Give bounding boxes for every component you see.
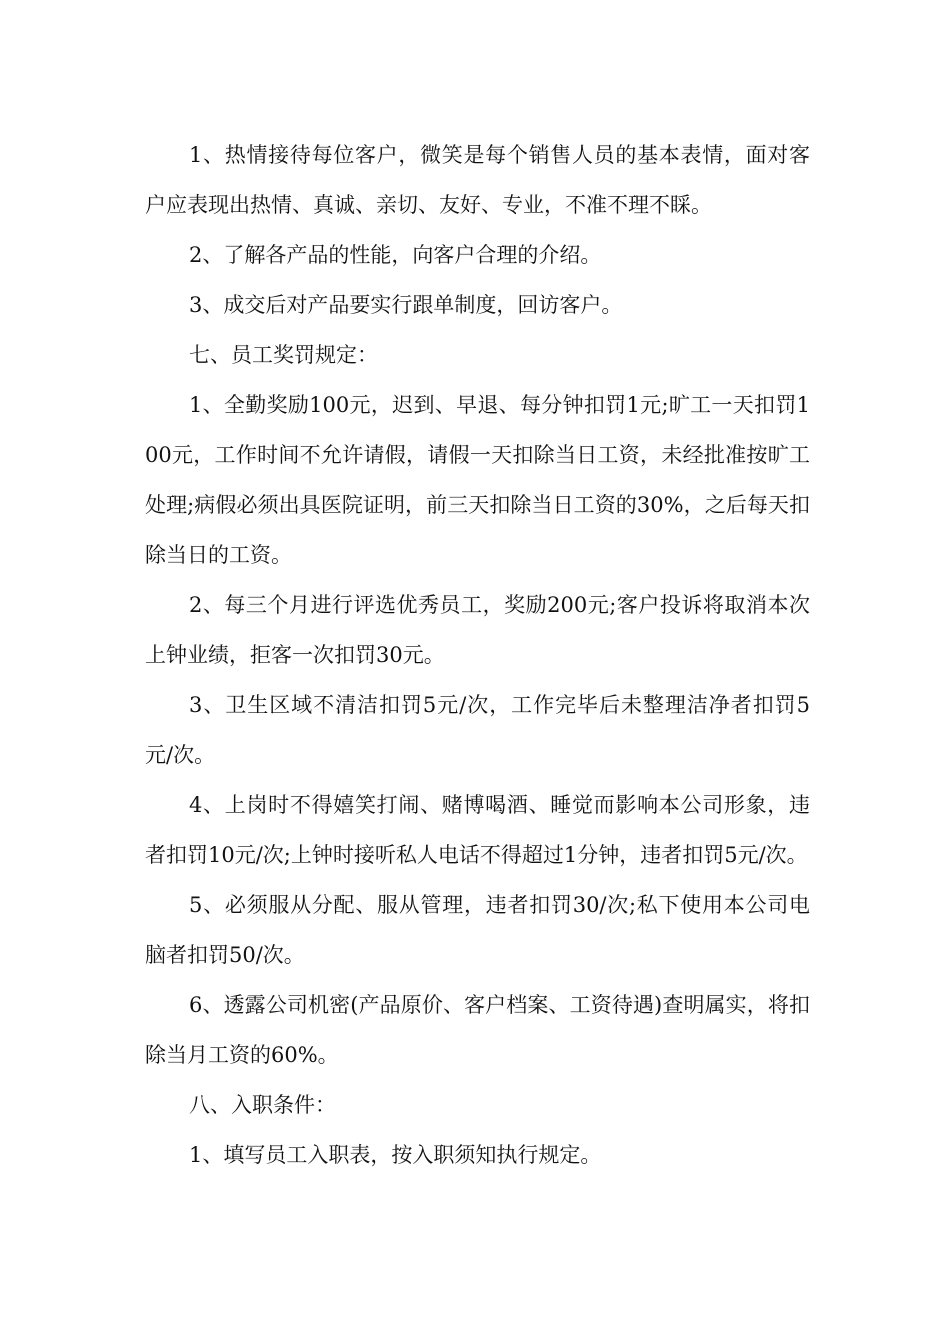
paragraph-outstanding-employee: 2、每三个月进行评选优秀员工，奖励200元;客户投诉将取消本次上钟业绩，拒客一次扣罚30元。 [145,593,810,667]
section-heading-rewards-penalties: 七、员工奖罚规定： [189,343,378,367]
paragraph-confidentiality-rule: 6、透露公司机密(产品原价、客户档案、工资待遇)查明属实，将扣除当月工资的60%。 [145,993,810,1067]
paragraph-onboarding-form: 1、填写员工入职表，按入职须知执行规定。 [189,1143,602,1167]
paragraph-obedience-rule: 5、必须服从分配、服从管理，违者扣罚30/次;私下使用本公司电脑者扣罚50/次。 [145,893,810,967]
section-heading-onboarding: 八、入职条件： [189,1093,336,1117]
paragraph-conduct-rule: 4、上岗时不得嬉笑打闹、赌博喝酒、睡觉而影响本公司形象，违者扣罚10元/次;上钟时接听私人电话不得超过1分钟，违者扣罚5元/次。 [145,793,810,867]
paragraph-hygiene-rule: 3、卫生区域不清洁扣罚5元/次，工作完毕后未整理洁净者扣罚5元/次。 [145,693,810,767]
paragraph-attendance-rule: 1、全勤奖励100元，迟到、早退、每分钟扣罚1元;旷工一天扣罚100元，工作时间不允许请假，请假一天扣除当日工资，未经批准按旷工处理;病假必须出具医院证明，前三天扣除当日工资的30%，之后每天扣除当日的工资。 [145,393,810,567]
paragraph-follow-up: 3、成交后对产品要实行跟单制度，回访客户。 [189,293,623,317]
paragraph-reception-rule: 1、热情接待每位客户，微笑是每个销售人员的基本表情，面对客户应表现出热情、真诚、亲切、友好、专业，不准不理不睬。 [145,143,810,217]
paragraph-product-knowledge: 2、了解各产品的性能，向客户合理的介绍。 [189,243,602,267]
document-body [145,130,810,1180]
